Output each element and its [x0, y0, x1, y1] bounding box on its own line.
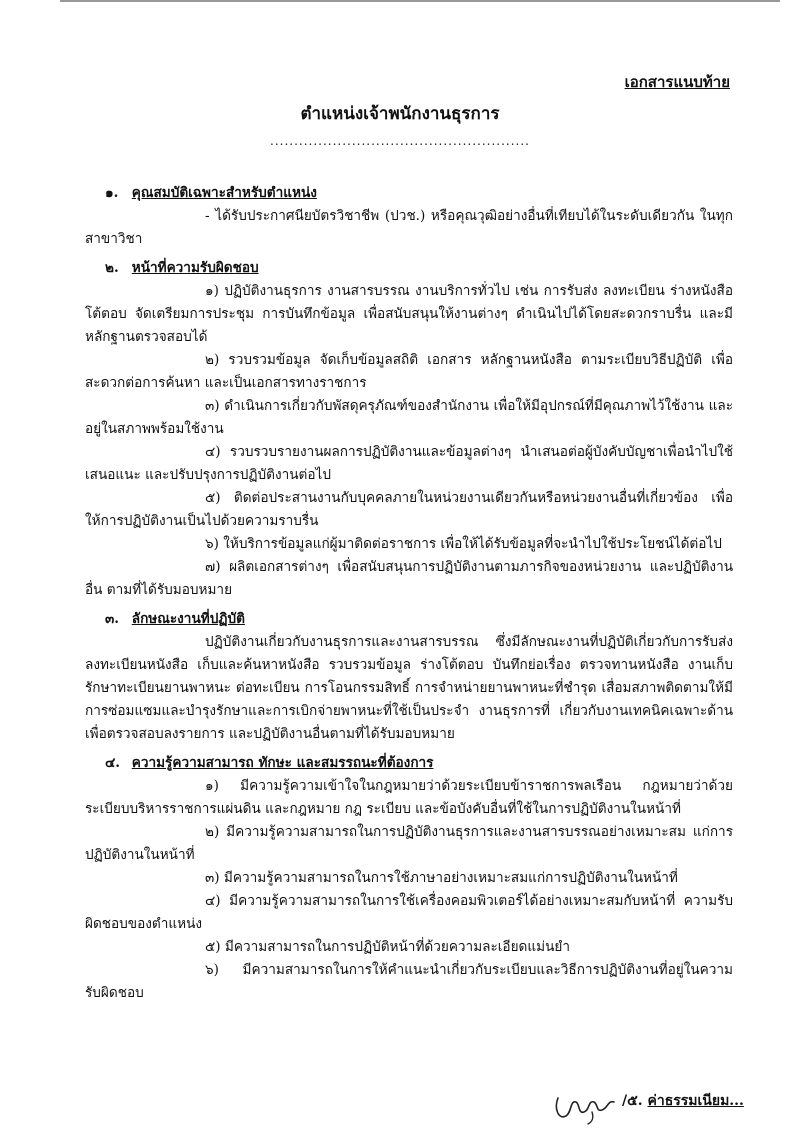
- title-dotted-rule: ......................................................: [270, 134, 530, 148]
- continued-next-page: [622, 1090, 744, 1112]
- section-qualifications: [85, 182, 733, 251]
- list-item: ๒) มีความรู้ความสามารถในการปฏิบัติงานธุรการและงานสารบรรณอย่างเหมาะสม แก่การปฏิบัติงานในหน้าที่: [85, 824, 733, 863]
- section-job-characteristics: [85, 608, 733, 746]
- document-title: ตำแหน่งเจ้าพนักงานธุรการ: [300, 104, 500, 124]
- section-title: ลักษณะงานที่ปฏิบัติ: [131, 611, 245, 627]
- section-heading: [85, 182, 733, 205]
- section-heading: [85, 608, 733, 631]
- list-item: ๔) มีความรู้ความสามารถในการใช้เครื่องคอมพิวเตอร์ได้อย่างเหมาะสมกับหน้าที่ ความรับผิดชอบของตำแหน่ง: [85, 893, 733, 932]
- list-item: ๑) ปฏิบัติงานธุรการ งานสารบรรณ งานบริการทั่วไป เช่น การรับส่ง ลงทะเบียน ร่างหนังสือ โต้ตอบ จัดเตรียมการประชุม การบันทึกข้อมูล เพื่อสนับสนุนให้งานต่างๆ ดำเนินไปได้โดยสะดวกราบรื่น และมีหลักฐานตรวจสอบได้: [85, 283, 733, 345]
- section-responsibilities: [85, 257, 733, 602]
- list-item: ๖) ให้บริการข้อมูลแก่ผู้มาติดต่อราชการ เพื่อให้ได้รับข้อมูลที่จะนำไปใช้ประโยชน์ได้ต่อไป: [205, 536, 722, 552]
- section-heading: [85, 752, 733, 775]
- section-title: ความรู้ความสามารถ ทักษะ และสมรรถนะที่ต้องการ: [131, 755, 434, 771]
- section-number: ๑.: [105, 185, 119, 201]
- list-item: ๕) มีความสามารถในการปฏิบัติหน้าที่ด้วยความละเอียดแม่นยำ: [205, 939, 571, 955]
- section-title: คุณสมบัติเฉพาะสำหรับตำแหน่ง: [131, 185, 317, 201]
- next-section-heading: ค่าธรรมเนียม...: [647, 1093, 744, 1109]
- section-number: ๒.: [105, 260, 119, 276]
- section-title: หน้าที่ความรับผิดชอบ: [131, 260, 259, 276]
- annex-label: เอกสารแนบท้าย: [624, 73, 730, 91]
- section-heading: [85, 257, 733, 280]
- section-number: ๓.: [105, 611, 120, 627]
- list-item: ๓) มีความรู้ความสามารถในการใช้ภาษาอย่างเหมาะสมแก่การปฏิบัติงานในหน้าที่: [205, 870, 678, 886]
- list-item: ๒) รวบรวมข้อมูล จัดเก็บข้อมูลสถิติ เอกสาร หลักฐานหนังสือ ตามระเบียบวิธีปฏิบัติ เพื่อสะดวกต่อการค้นหา และเป็นเอกสารทางราชการ: [85, 352, 733, 391]
- list-item: ๖) มีความสามารถในการให้คำแนะนำเกี่ยวกับระเบียบและวิธีการปฏิบัติงานที่อยู่ในความ รับผิดชอบ: [85, 962, 733, 1001]
- handwritten-initials: [552, 1086, 622, 1126]
- list-item: ๑) มีความรู้ความเข้าใจในกฎหมายว่าด้วยระเบียบข้าราชการพลเรือน กฎหมายว่าด้วย ระเบียบบริหารราชการแผ่นดิน และกฎหมาย กฎ ระเบียบ และข้อบังคับอื่นที่ใช้ในการปฏิบัติงานในหน้าที่: [85, 778, 733, 817]
- list-item: ๗) ผลิตเอกสารต่างๆ เพื่อสนับสนุนการปฏิบัติงานตามภารกิจของหน่วยงาน และปฏิบัติงานอื่น ตามที่ได้รับมอบหมาย: [85, 559, 733, 598]
- paragraph: ปฏิบัติงานเกี่ยวกับงานธุรการและงานสารบรรณ ซึ่งมีลักษณะงานที่ปฏิบัติเกี่ยวกับการรับส่ง ลงทะเบียนหนังสือ เก็บและค้นหาหนังสือ รวบรวมข้อมูล ร่างโต้ตอบ บันทึกย่อเรื่อง ตรวจทานหนังสือ งานเก็บรักษาทะเบียนยานพาหนะ ต่อทะเบียน การโอนกรรมสิทธิ์ การจำหน่ายยานพาหนะที่ชำรุด เสื่อมสภาพติดตามให้มีการซ่อมแซมและบำรุงรักษาและการเบิกจ่ายพาหนะที่ใช้เป็นประจำ งานธุรการที่ เกี่ยวกับงานเทคนิคเฉพาะด้าน เพื่อตรวจสอบลงรายการ และปฏิบัติงานอื่นตามที่ได้รับมอบหมาย: [85, 634, 733, 742]
- section-knowledge-skills: [85, 752, 733, 1005]
- paragraph: - ได้รับประกาศนียบัตรวิชาชีพ (ปวช.) หรือคุณวุฒิอย่างอื่นที่เทียบได้ในระดับเดียวกัน ในทุกสาขาวิชา: [85, 208, 733, 247]
- list-item: ๔) รวบรวบรายงานผลการปฏิบัติงานและข้อมูลต่างๆ นำเสนอต่อผู้บังคับบัญชาเพื่อนำไปใช้ เสนอแนะ และปรับปรุงการปฏิบัติงานต่อไป: [85, 444, 733, 483]
- list-item: ๓) ดำเนินการเกี่ยวกับพัสดุครุภัณฑ์ของสำนักงาน เพื่อให้มีอุปกรณ์ที่มีคุณภาพไว้ใช้งาน และอยู่ในสภาพพร้อมใช้งาน: [85, 398, 733, 437]
- continuation-prefix: /๕.: [622, 1093, 643, 1109]
- list-item: ๕) ติดต่อประสานงานกับบุคคลภายในหน่วยงานเดียวกันหรือหน่วยงานอื่นที่เกี่ยวข้อง เพื่อให้การปฏิบัติงานเป็นไปด้วยความราบรื่น: [85, 490, 733, 529]
- document-body: [85, 176, 733, 1005]
- section-number: ๔.: [105, 755, 121, 771]
- page-top-edge: [60, 0, 780, 2]
